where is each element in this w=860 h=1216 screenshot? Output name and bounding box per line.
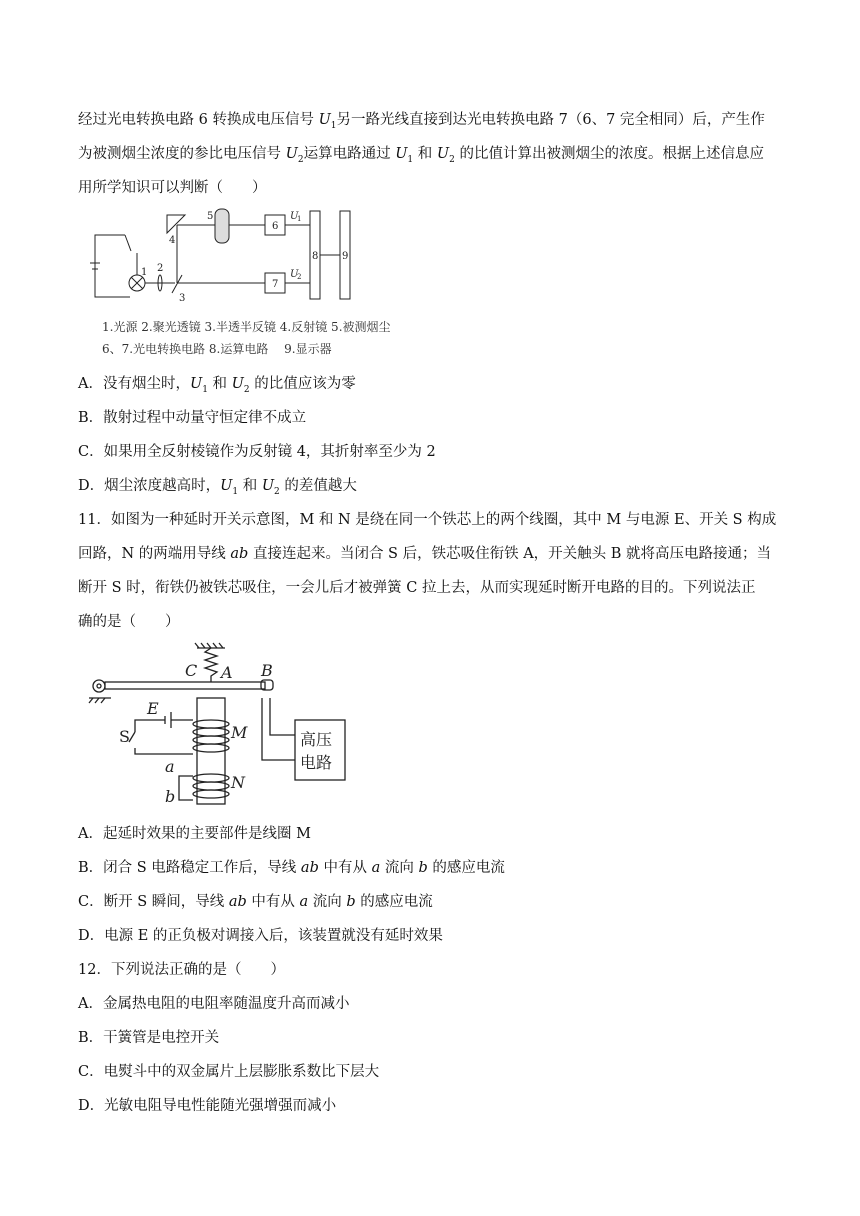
label-B: B xyxy=(261,661,273,680)
label-8: 8 xyxy=(312,251,319,262)
q12-option-a: A．金属热电阻的电阻率随温度升高而减小 xyxy=(78,996,350,1012)
label-b: b xyxy=(165,787,176,806)
label-u1-sub: 1 xyxy=(297,215,302,223)
label-u2: U xyxy=(290,269,299,280)
label-N: N xyxy=(231,773,245,792)
figure-caption-line-2: 6、7.光电转换电路 8.运算电路 9.显示器 xyxy=(102,342,332,356)
label-a: a xyxy=(165,757,175,776)
q11-stem-line-1: 11．如图为一种延时开关示意图，M 和 N 是绕在同一个铁芯上的两个线圈，其中 M 与电源 E、开关 S 构成 xyxy=(78,512,777,528)
figure-caption-line-1: 1.光源 2.聚光透镜 3.半透半反镜 4.反射镜 5.被测烟尘 xyxy=(102,320,391,334)
label-3: 3 xyxy=(179,293,186,304)
label-2: 2 xyxy=(157,263,164,274)
q11-option-c: C．断开 S 瞬间，导线 ab 中有从 a 流向 b 的感应电流 xyxy=(78,894,433,910)
q10-stem-line-3: 用所学知识可以判断（ ） xyxy=(78,180,267,196)
label-A: A xyxy=(221,663,233,682)
label-u1: U xyxy=(290,211,299,222)
q10-option-c: C．如果用全反射棱镜作为反射镜 4，其折射率至少为 2 xyxy=(78,444,436,460)
label-M: M xyxy=(231,723,248,742)
label-9: 9 xyxy=(342,251,349,262)
label-7: 7 xyxy=(272,279,279,290)
q11-stem-line-3: 断开 S 时，衔铁仍被铁芯吸住，一会儿后才被弹簧 C 拉上去，从而实现延时断开电路的目的。下列说法正 xyxy=(78,580,756,596)
q11-option-a: A．起延时效果的主要部件是线圈 M xyxy=(78,826,311,842)
high-voltage-label-2: 电路 xyxy=(300,753,333,772)
q10-stem-line-1: 经过光电转换电路 6 转换成电压信号 $U_1$另一路光线直接到达光电转换电路 7（6、7 完全相同）后，产生作 xyxy=(78,112,765,131)
label-5: 5 xyxy=(207,211,214,222)
delay-switch-diagram xyxy=(85,640,365,810)
q11-stem-line-4: 确的是（ ） xyxy=(78,614,180,630)
label-C: C xyxy=(185,661,198,680)
q10-option-d: D．烟尘浓度越高时，$U_1$ 和 $U_2$ 的差值越大 xyxy=(78,478,357,497)
label-u2-sub: 2 xyxy=(297,273,302,281)
label-6: 6 xyxy=(272,221,279,232)
q12-option-c: C．电熨斗中的双金属片上层膨胀系数比下层大 xyxy=(78,1064,380,1080)
q12-option-d: D．光敏电阻导电性能随光强增强而减小 xyxy=(78,1098,337,1114)
label-1: 1 xyxy=(141,267,148,278)
high-voltage-label-1: 高压 xyxy=(300,730,333,749)
q11-option-b: B．闭合 S 电路稳定工作后，导线 ab 中有从 a 流向 b 的感应电流 xyxy=(78,860,505,876)
q10-option-b: B．散射过程中动量守恒定律不成立 xyxy=(78,410,307,426)
q11-stem-line-2: 回路，N 的两端用导线 ab 直接连起来。当闭合 S 后，铁芯吸住衔铁 A，开关触头 B 就将高压电路接通；当 xyxy=(78,546,772,562)
smoke-detector-diagram xyxy=(85,205,385,315)
q12-option-b: B．干簧管是电控开关 xyxy=(78,1030,220,1046)
q12-stem: 12．下列说法正确的是（ ） xyxy=(78,962,285,978)
q10-option-a: A．没有烟尘时，$U_1$ 和 $U_2$ 的比值应该为零 xyxy=(78,376,356,395)
label-E: E xyxy=(147,699,159,718)
q10-stem-line-2: 为被测烟尘浓度的参比电压信号 $U_2$运算电路通过 $U_1$ 和 $U_2$ 的比值计算出被测烟尘的浓度。根据上述信息应 xyxy=(78,146,764,165)
label-S: S xyxy=(119,727,130,746)
q11-option-d: D．电源 E 的正负极对调接入后，该装置就没有延时效果 xyxy=(78,928,443,944)
label-4: 4 xyxy=(169,235,176,246)
